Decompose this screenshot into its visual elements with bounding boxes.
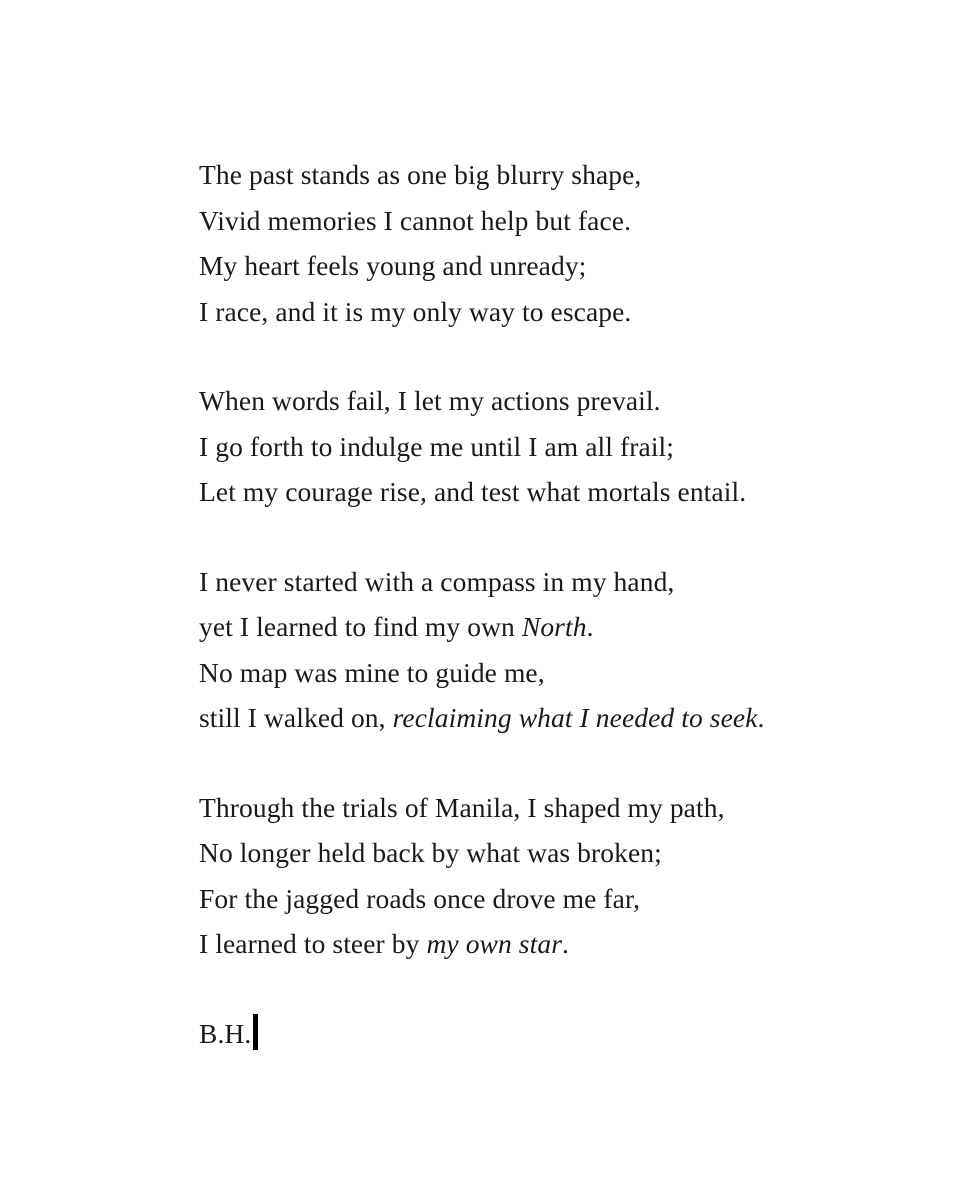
poem-line — [199, 604, 919, 650]
poem-text: still I walked on, — [199, 702, 393, 733]
stanza-gap — [199, 515, 919, 559]
italic-phrase-reclaiming: reclaiming what I needed to seek — [392, 702, 758, 733]
stanza-gap — [199, 334, 919, 378]
stanza-1 — [199, 152, 919, 334]
signature-line — [199, 1011, 919, 1057]
poem-text: . — [757, 702, 765, 733]
poem-text: . — [562, 928, 569, 959]
stanza-gap — [199, 967, 919, 1011]
poem-line: My heart feels young and unready; — [199, 250, 587, 281]
stanza-3 — [199, 559, 919, 741]
poem-line: I race, and it is my only way to escape. — [199, 295, 632, 327]
text-cursor — [253, 1014, 258, 1050]
poem-line — [199, 921, 919, 967]
poem-line — [199, 695, 919, 741]
italic-phrase-star: my own star — [426, 928, 563, 959]
poem-text: . — [586, 611, 594, 642]
poem-text: yet I learned to find my own — [199, 611, 522, 642]
poem-line: I go forth to indulge me until I am all frail; — [199, 430, 675, 462]
poem-line: I never started with a compass in my hand, — [199, 565, 675, 597]
poem-line: Let my courage rise, and test what mortals entail. — [199, 476, 747, 507]
poem-line: Vivid memories I cannot help but face. — [199, 204, 632, 236]
poem-line: For the jagged roads once drove me far, — [199, 882, 641, 914]
stanza-4 — [199, 785, 919, 967]
poem-line: No longer held back by what was broken; — [199, 837, 662, 868]
poem-line: Through the trials of Manila, I shaped my path, — [199, 791, 725, 823]
stanza-2 — [199, 378, 919, 515]
poem-line: When words fail, I let my actions prevail. — [199, 385, 661, 416]
poem-line: The past stands as one big blurry shape, — [199, 159, 642, 190]
stanza-gap — [199, 741, 919, 785]
poem-line: No map was mine to guide me, — [199, 656, 545, 688]
italic-word-north: North — [521, 611, 587, 642]
poem-text-area[interactable] — [199, 152, 919, 1057]
poem-text: I learned to steer by — [199, 928, 427, 959]
signature: B.H. — [199, 1017, 252, 1049]
